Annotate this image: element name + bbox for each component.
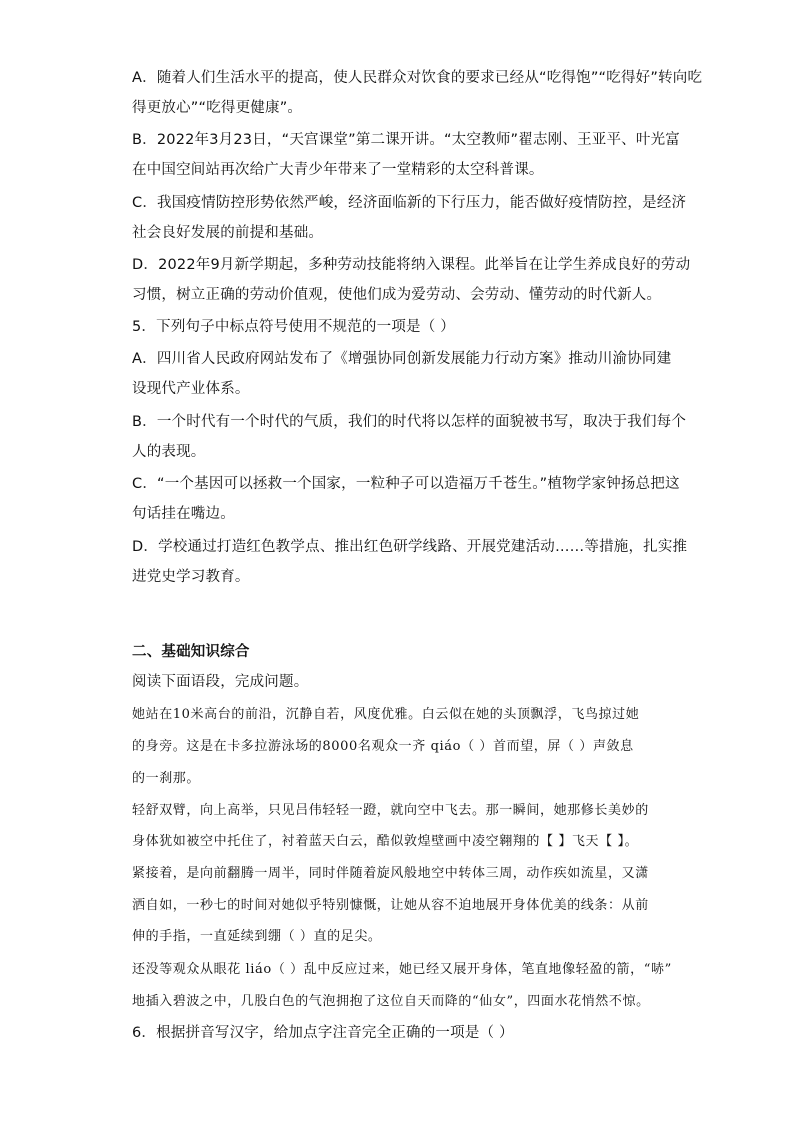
text-line: 习惯，树立正确的劳动价值观，使他们成为爱劳动、会劳动、懂劳动的时代新人。 [132,287,662,303]
text-line: B．2022年3月23日，“天宫课堂”第二课开讲。“太空教师”翟志刚、王亚平、叶光富 [132,132,680,148]
text-line: C．我国疫情防控形势依然严峻，经济面临新的下行压力，能否做好疫情防控，是经济 [132,195,687,211]
passage-line: 洒自如，一秒七的时间对她似乎特别慷慨，让她从容不迫地展开身体优美的线条：从前 [132,898,649,913]
passage-line: 还没等观众从眼花 liáo（ ）乱中反应过来，她已经又展开身体，笔直地像轻盈的箭，“哧” [132,962,672,977]
passage-line: 地插入碧波之中，几股白色的气泡拥抱了这位自天而降的“仙女”，四面水花悄然不惊。 [132,994,650,1009]
passage-line: 的身旁。这是在卡多拉游泳场的8000名观众一齐 qiáo（ ）首而望，屏（ ）声敛息 [132,739,634,754]
passage-line: 她站在10米高台的前沿，沉静自若，风度优雅。白云似在她的头顶飘浮，飞鸟掠过她 [132,707,640,722]
text-line: A．随着人们生活水平的提高，使人民群众对饮食的要求已经从“吃得饱”“吃得好”转向吃 [132,70,703,86]
question-5: 5．下列句子中标点符号使用不规范的一项是（ ） [132,319,455,335]
text-line: 进党史学习教育。 [132,569,250,585]
text-line: 句话挂在嘴边。 [132,506,235,522]
passage-line: 轻舒双臂，向上高举，只见吕伟轻轻一蹬，就向空中飞去。那一瞬间，她那修长美妙的 [132,803,649,818]
text-line: 在中国空间站再次给广大青少年带来了一堂精彩的太空科普课。 [132,162,544,178]
question-6: 6．根据拼音写汉字，给加点字注音完全正确的一项是（ ） [132,1025,514,1041]
passage-line: 伸的手指，一直延续到绷（ ）直的足尖。 [132,929,382,944]
passage-line: 身体犹如被空中托住了，衬着蓝天白云，酷似敦煌壁画中凌空翱翔的【 】飞天【 】。 [132,834,639,849]
passage-line: 的一刹那。 [132,771,201,786]
text-line: D．2022年9月新学期起，多种劳动技能将纳入课程。此举旨在让学生养成良好的劳动 [132,257,691,273]
text-line: A．四川省人民政府网站发布了《增强协同创新发展能力行动方案》推动川渝协同建 [132,351,672,367]
passage-line: 紧接着，是向前翻腾一周半，同时伴随着旋风般地空中转体三周，动作疾如流星，又潇 [132,866,649,881]
section-heading: 二、基础知识综合 [132,644,250,660]
text-line: 得更放心”“吃得更健康”。 [132,100,303,116]
text-line: B．一个时代有一个时代的气质，我们的时代将以怎样的面貌被书写，取决于我们每个 [132,414,687,430]
text-line: 社会良好发展的前提和基础。 [132,225,324,241]
instruction-text: 阅读下面语段，完成问题。 [132,674,309,690]
text-line: 人的表现。 [132,444,206,460]
text-line: D．学校通过打造红色教学点、推出红色研学线路、开展党建活动……等措施，扎实推 [132,539,688,555]
text-line: C．“一个基因可以拯救一个国家，一粒种子可以造福万千苍生。”植物学家钟扬总把这 [132,476,680,492]
text-line: 设现代产业体系。 [132,381,250,397]
